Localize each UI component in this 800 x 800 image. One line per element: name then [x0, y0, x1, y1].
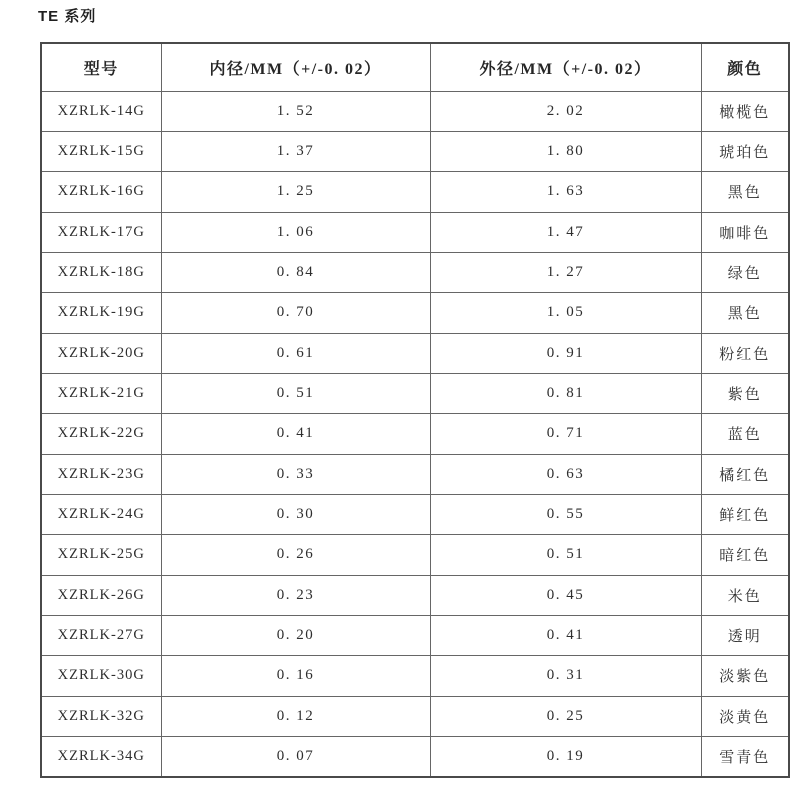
table-row [41, 212, 789, 252]
cell-model: XZRLK-24G [41, 494, 161, 534]
cell-color: 橄榄色 [701, 91, 789, 131]
cell-model: XZRLK-22G [41, 414, 161, 454]
cell-model: XZRLK-15G [41, 131, 161, 171]
cell-inner-diameter: 1. 52 [161, 91, 430, 131]
cell-model: XZRLK-20G [41, 333, 161, 373]
table-body [41, 91, 789, 777]
cell-model: XZRLK-17G [41, 212, 161, 252]
cell-model: XZRLK-26G [41, 575, 161, 615]
table-row [41, 252, 789, 292]
cell-color: 暗红色 [701, 535, 789, 575]
cell-outer-diameter: 0. 45 [430, 575, 701, 615]
cell-outer-diameter: 0. 55 [430, 494, 701, 534]
cell-inner-diameter: 0. 33 [161, 454, 430, 494]
cell-model: XZRLK-16G [41, 172, 161, 212]
table-row [41, 172, 789, 212]
table-row [41, 293, 789, 333]
page-title: TE 系列 [38, 8, 97, 25]
cell-color: 琥珀色 [701, 131, 789, 171]
cell-color: 黑色 [701, 293, 789, 333]
cell-color: 绿色 [701, 252, 789, 292]
cell-color: 淡紫色 [701, 656, 789, 696]
spec-table [40, 42, 790, 778]
cell-inner-diameter: 0. 16 [161, 656, 430, 696]
cell-outer-diameter: 0. 19 [430, 737, 701, 777]
cell-model: XZRLK-21G [41, 373, 161, 413]
cell-inner-diameter: 0. 61 [161, 333, 430, 373]
cell-inner-diameter: 1. 06 [161, 212, 430, 252]
cell-color: 黑色 [701, 172, 789, 212]
cell-inner-diameter: 0. 84 [161, 252, 430, 292]
cell-outer-diameter: 0. 51 [430, 535, 701, 575]
table-row [41, 656, 789, 696]
table-row [41, 373, 789, 413]
table-header-row [41, 43, 789, 91]
cell-outer-diameter: 1. 27 [430, 252, 701, 292]
cell-color: 米色 [701, 575, 789, 615]
cell-inner-diameter: 0. 12 [161, 696, 430, 736]
cell-outer-diameter: 0. 91 [430, 333, 701, 373]
cell-inner-diameter: 0. 07 [161, 737, 430, 777]
cell-inner-diameter: 0. 26 [161, 535, 430, 575]
cell-model: XZRLK-14G [41, 91, 161, 131]
cell-inner-diameter: 1. 25 [161, 172, 430, 212]
table-row [41, 535, 789, 575]
cell-color: 透明 [701, 615, 789, 655]
cell-model: XZRLK-25G [41, 535, 161, 575]
table-row [41, 737, 789, 777]
cell-model: XZRLK-32G [41, 696, 161, 736]
table-row [41, 615, 789, 655]
cell-outer-diameter: 0. 63 [430, 454, 701, 494]
table-row [41, 696, 789, 736]
cell-color: 雪青色 [701, 737, 789, 777]
cell-outer-diameter: 0. 71 [430, 414, 701, 454]
cell-outer-diameter: 1. 05 [430, 293, 701, 333]
cell-inner-diameter: 0. 30 [161, 494, 430, 534]
table-row [41, 454, 789, 494]
cell-outer-diameter: 1. 63 [430, 172, 701, 212]
cell-outer-diameter: 1. 47 [430, 212, 701, 252]
cell-model: XZRLK-18G [41, 252, 161, 292]
cell-model: XZRLK-30G [41, 656, 161, 696]
cell-color: 蓝色 [701, 414, 789, 454]
table-row [41, 414, 789, 454]
table-row [41, 575, 789, 615]
cell-outer-diameter: 0. 31 [430, 656, 701, 696]
cell-inner-diameter: 0. 20 [161, 615, 430, 655]
table-row [41, 91, 789, 131]
header-outer-diameter: 外径/MM（+/-0. 02） [430, 43, 701, 91]
cell-inner-diameter: 0. 70 [161, 293, 430, 333]
cell-color: 淡黄色 [701, 696, 789, 736]
table-row [41, 131, 789, 171]
cell-color: 咖啡色 [701, 212, 789, 252]
header-model: 型号 [41, 43, 161, 91]
cell-model: XZRLK-19G [41, 293, 161, 333]
cell-color: 紫色 [701, 373, 789, 413]
cell-color: 粉红色 [701, 333, 789, 373]
cell-inner-diameter: 1. 37 [161, 131, 430, 171]
cell-outer-diameter: 0. 41 [430, 615, 701, 655]
header-color: 颜色 [701, 43, 789, 91]
cell-outer-diameter: 2. 02 [430, 91, 701, 131]
cell-color: 橘红色 [701, 454, 789, 494]
table-row [41, 494, 789, 534]
cell-inner-diameter: 0. 23 [161, 575, 430, 615]
cell-model: XZRLK-23G [41, 454, 161, 494]
cell-outer-diameter: 0. 25 [430, 696, 701, 736]
cell-inner-diameter: 0. 51 [161, 373, 430, 413]
cell-outer-diameter: 0. 81 [430, 373, 701, 413]
header-inner-diameter: 内径/MM（+/-0. 02） [161, 43, 430, 91]
cell-color: 鲜红色 [701, 494, 789, 534]
cell-model: XZRLK-34G [41, 737, 161, 777]
cell-inner-diameter: 0. 41 [161, 414, 430, 454]
cell-model: XZRLK-27G [41, 615, 161, 655]
table-row [41, 333, 789, 373]
cell-outer-diameter: 1. 80 [430, 131, 701, 171]
